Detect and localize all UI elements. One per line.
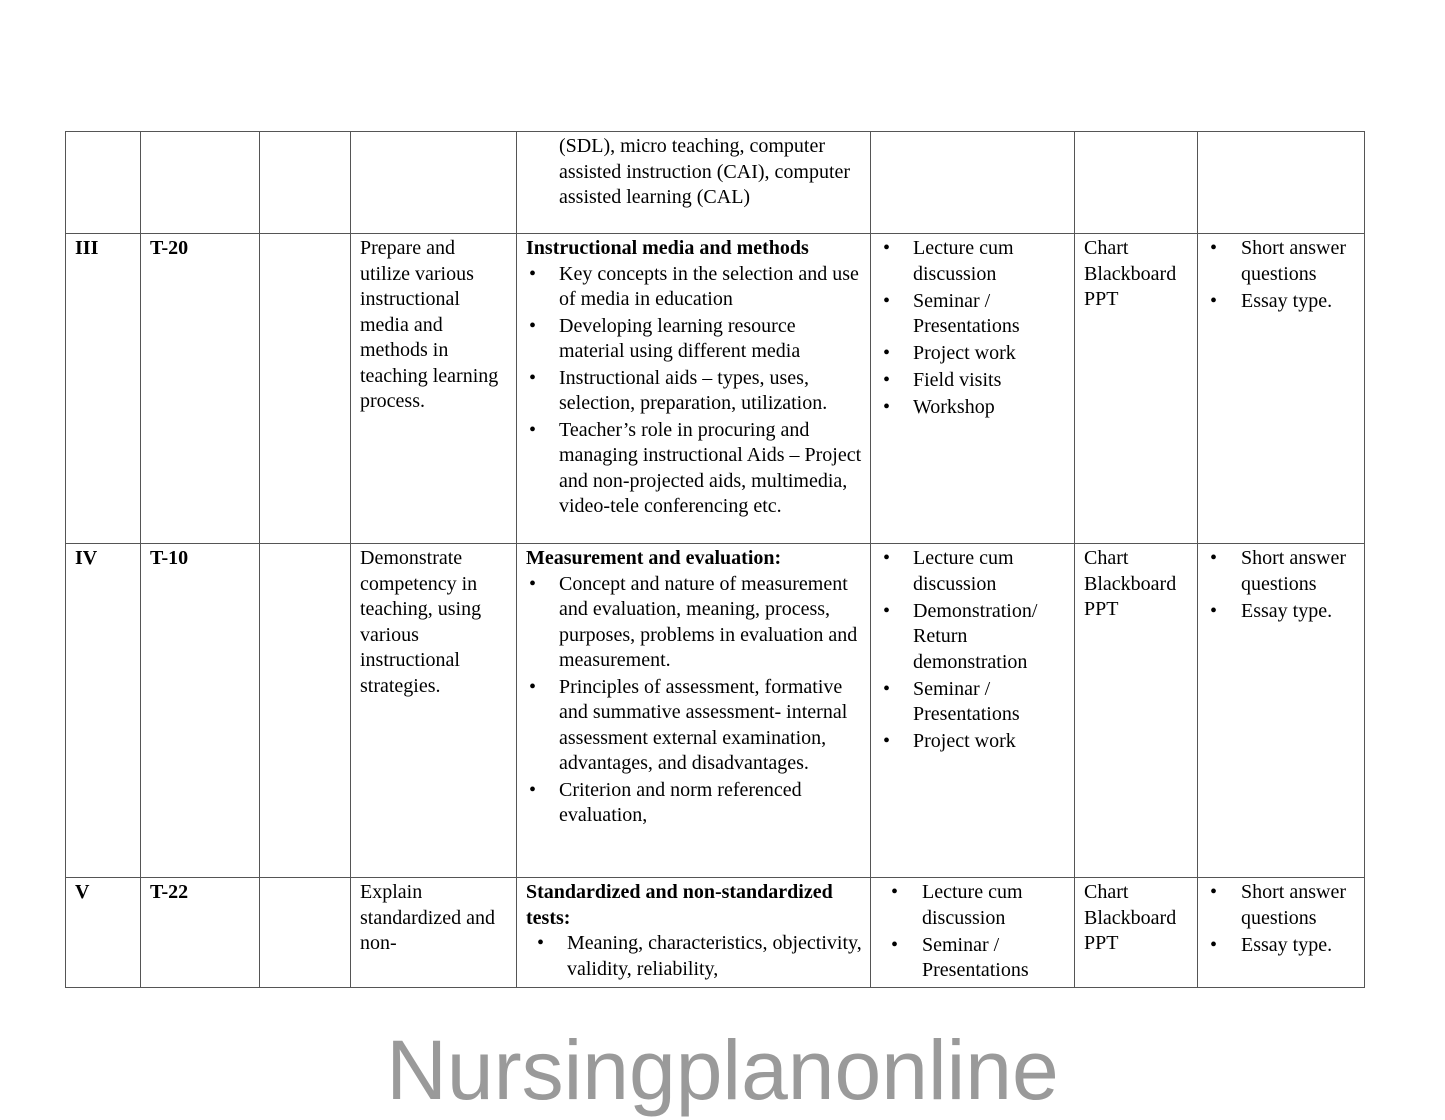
list-item: • Seminar / Presentations bbox=[880, 933, 1066, 984]
hours-cell bbox=[260, 234, 351, 544]
list-item: • Lecture cum discussion bbox=[880, 880, 1066, 931]
av-aids-cell bbox=[1075, 544, 1198, 878]
evaluation-cell bbox=[1198, 132, 1365, 234]
hours-cell bbox=[260, 878, 351, 988]
unit-cell bbox=[66, 132, 141, 234]
list-item: • Essay type. bbox=[1207, 599, 1356, 625]
content-cell bbox=[517, 234, 871, 544]
unit-cell: V bbox=[66, 878, 141, 988]
table-row bbox=[66, 234, 1365, 544]
list-item: • Seminar / Presentations bbox=[880, 289, 1066, 340]
list-item: • Field visits bbox=[880, 368, 1066, 394]
list-item: • Principles of assessment, formative and summative assessment- internal assessment external examination, advantages, and disadvantages. bbox=[526, 675, 862, 777]
methods-list bbox=[880, 880, 1066, 984]
content-continuation: (SDL), micro teaching, computer assisted instruction (CAI), computer assisted learning (CAL) bbox=[559, 135, 851, 208]
evaluation-list bbox=[1207, 546, 1356, 624]
list-item: • Demonstration/ Return demonstration bbox=[880, 599, 1066, 676]
list-item: • Lecture cum discussion bbox=[880, 236, 1066, 287]
content-cell bbox=[517, 878, 871, 988]
content-title: Standardized and non-standardized tests: bbox=[526, 881, 833, 929]
list-item: • Essay type. bbox=[1207, 289, 1356, 315]
table-row bbox=[66, 132, 1365, 234]
list-item: • Project work bbox=[880, 729, 1066, 755]
av-aid: Chart bbox=[1084, 881, 1129, 903]
methods-list bbox=[880, 236, 1066, 421]
av-aid: PPT bbox=[1084, 598, 1119, 620]
list-item: • Short answer questions bbox=[1207, 236, 1356, 287]
list-item: • Short answer questions bbox=[1207, 880, 1356, 931]
methods-cell bbox=[871, 878, 1075, 988]
content-cell bbox=[517, 132, 871, 234]
methods-cell bbox=[871, 234, 1075, 544]
time-cell: T-10 bbox=[141, 544, 260, 878]
time-cell: T-22 bbox=[141, 878, 260, 988]
content-cell bbox=[517, 544, 871, 878]
list-item: • Project work bbox=[880, 341, 1066, 367]
list-item: • Criterion and norm referenced evaluation, bbox=[526, 778, 862, 829]
time-cell: T-20 bbox=[141, 234, 260, 544]
av-aid: Blackboard bbox=[1084, 906, 1177, 929]
time-cell bbox=[141, 132, 260, 234]
av-aid: Chart bbox=[1084, 237, 1129, 259]
evaluation-list bbox=[1207, 236, 1356, 314]
table-row bbox=[66, 544, 1365, 878]
list-item: • Concept and nature of measurement and evaluation, meaning, process, purposes, problems in evaluation and measurement. bbox=[526, 572, 862, 674]
av-aid: Chart bbox=[1084, 547, 1129, 569]
objective-cell bbox=[351, 132, 517, 234]
methods-cell bbox=[871, 544, 1075, 878]
av-aids-cell bbox=[1075, 234, 1198, 544]
list-item: • Instructional aids – types, uses, selection, preparation, utilization. bbox=[526, 366, 862, 417]
evaluation-cell bbox=[1198, 234, 1365, 544]
methods-cell bbox=[871, 132, 1075, 234]
list-item: • Short answer questions bbox=[1207, 546, 1356, 597]
hours-cell bbox=[260, 544, 351, 878]
table-row bbox=[66, 878, 1365, 988]
list-item: • Meaning, characteristics, objectivity, validity, reliability, bbox=[526, 931, 862, 982]
curriculum-table bbox=[65, 131, 1365, 988]
list-item: • Developing learning resource material using different media bbox=[526, 314, 862, 365]
list-item: • Seminar / Presentations bbox=[880, 677, 1066, 728]
objective-cell: Demonstrate competency in teaching, using various instructional strategies. bbox=[351, 544, 517, 878]
hours-cell bbox=[260, 132, 351, 234]
list-item: • Workshop bbox=[880, 395, 1066, 421]
list-item: • Key concepts in the selection and use of media in education bbox=[526, 262, 862, 313]
list-item: • Lecture cum discussion bbox=[880, 546, 1066, 597]
av-aid: PPT bbox=[1084, 932, 1119, 954]
unit-cell: IV bbox=[66, 544, 141, 878]
av-aid: PPT bbox=[1084, 288, 1119, 310]
av-aids-cell bbox=[1075, 878, 1198, 988]
list-item: • Teacher’s role in procuring and managing instructional Aids – Project and non-projected aids, multimedia, video-tele conferencing etc. bbox=[526, 418, 862, 520]
evaluation-cell bbox=[1198, 544, 1365, 878]
content-title: Instructional media and methods bbox=[526, 237, 809, 259]
objective-cell: Explain standardized and non- bbox=[351, 878, 517, 988]
content-title: Measurement and evaluation: bbox=[526, 547, 782, 569]
content-list bbox=[526, 262, 862, 520]
content-list bbox=[526, 931, 862, 982]
av-aid: Blackboard bbox=[1084, 572, 1177, 595]
av-aids-cell bbox=[1075, 132, 1198, 234]
evaluation-list bbox=[1207, 880, 1356, 958]
objective-cell: Prepare and utilize various instructional media and methods in teaching learning process. bbox=[351, 234, 517, 544]
content-list bbox=[526, 572, 862, 829]
methods-list bbox=[880, 546, 1066, 755]
evaluation-cell bbox=[1198, 878, 1365, 988]
av-aid: Blackboard bbox=[1084, 262, 1177, 285]
list-item: • Essay type. bbox=[1207, 933, 1356, 959]
watermark: Nursingplanonline bbox=[386, 1023, 1059, 1117]
unit-cell: III bbox=[66, 234, 141, 544]
